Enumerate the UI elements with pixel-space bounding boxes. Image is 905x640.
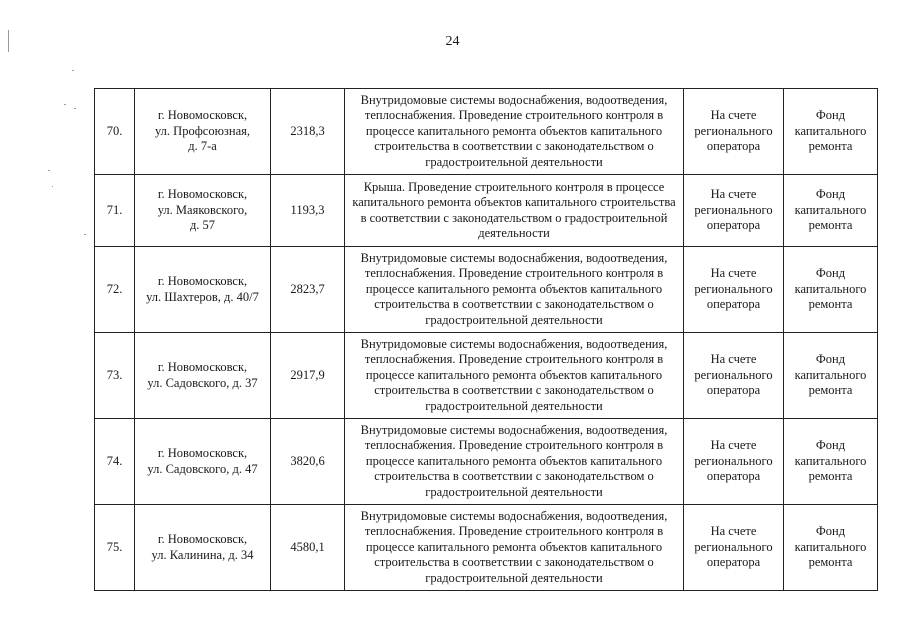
area-cell: 2917,9 (271, 333, 345, 419)
work-line: градостроительной деятельности (425, 154, 603, 169)
work-line: процессе капитального ремонта объектов капитального (365, 123, 663, 138)
address-cell (135, 419, 271, 505)
work-line: процессе капитального ремонта объектов капитального (365, 539, 663, 554)
work-line: строительства в соответствии с законодательством о (374, 469, 654, 484)
work-line: строительства в соответствии с законодательством о (374, 383, 654, 398)
work-line: теплоснабжения. Проведение строительного контроля в (364, 352, 664, 367)
scan-margin-dot (72, 70, 74, 71)
work-line: строительства в соответствии с законодательством о (374, 297, 654, 312)
address-cell (135, 333, 271, 419)
work-line: Внутридомовые системы водоснабжения, водоотведения, (360, 336, 668, 351)
address-line: ул. Садовского, д. 47 (147, 461, 258, 476)
work-line: процессе капитального ремонта объектов капитального (365, 367, 663, 382)
row-number: 75. (95, 505, 135, 591)
work-line: градостроительной деятельности (425, 484, 603, 499)
work-line: в соответствии с законодательством о градостроительной (360, 210, 668, 225)
repair-objects-table (94, 88, 878, 591)
funding-account-line: регионального (694, 453, 773, 468)
scan-margin-dot (48, 170, 50, 171)
fund-cell (784, 175, 878, 247)
funding-account-line: На счете (710, 187, 757, 202)
fund-cell (784, 505, 878, 591)
table-body (95, 89, 878, 591)
table-row (95, 247, 878, 333)
work-line: строительства в соответствии с законодательством о (374, 555, 654, 570)
work-line: деятельности (478, 226, 550, 240)
scan-margin-dot (52, 186, 53, 187)
table-row (95, 175, 878, 247)
fund-cell (784, 89, 878, 175)
address-cell (135, 247, 271, 333)
row-number: 70. (95, 89, 135, 175)
funding-account-line: регионального (694, 367, 773, 382)
funding-account-line: оператора (706, 469, 761, 484)
funding-account-line: регионального (694, 539, 773, 554)
funding-account-line: На счете (710, 266, 757, 281)
funding-account-cell (684, 175, 784, 247)
work-line: градостроительной деятельности (425, 398, 603, 413)
address-line: ул. Маяковского, (157, 202, 248, 217)
work-line: процессе капитального ремонта объектов капитального (365, 453, 663, 468)
table-row (95, 89, 878, 175)
work-description-cell (345, 419, 684, 505)
area-cell: 3820,6 (271, 419, 345, 505)
table-row (95, 333, 878, 419)
fund-cell (784, 333, 878, 419)
address-cell (135, 89, 271, 175)
fund-line: Фонд (815, 108, 846, 123)
row-number: 71. (95, 175, 135, 247)
funding-account-cell (684, 247, 784, 333)
address-line: г. Новомосковск, (157, 108, 248, 123)
work-line: Внутридомовые системы водоснабжения, водоотведения, (360, 422, 668, 437)
row-number: 73. (95, 333, 135, 419)
funding-account-cell (684, 333, 784, 419)
fund-line: капитального (794, 123, 867, 138)
funding-account-cell (684, 419, 784, 505)
work-line: градостроительной деятельности (425, 570, 603, 585)
work-line: строительства в соответствии с законодательством о (374, 139, 654, 154)
address-line: г. Новомосковск, (157, 446, 248, 460)
scan-margin-dot (74, 108, 76, 109)
work-line: теплоснабжения. Проведение строительного контроля в (364, 438, 664, 453)
funding-account-line: оператора (706, 297, 761, 312)
scan-margin-dot (64, 104, 66, 105)
address-line: г. Новомосковск, (157, 532, 248, 546)
funding-account-line: оператора (706, 218, 761, 233)
funding-account-line: регионального (694, 281, 773, 296)
work-description-cell (345, 505, 684, 591)
address-line: г. Новомосковск, (157, 274, 248, 288)
funding-account-cell (684, 89, 784, 175)
scan-margin-dot (84, 234, 86, 235)
work-line: Внутридомовые системы водоснабжения, водоотведения, (360, 92, 668, 107)
fund-line: капитального (794, 367, 867, 382)
address-line: ул. Профсоюзная, (154, 123, 250, 138)
page-number: 24 (445, 34, 460, 49)
area-cell: 2318,3 (271, 89, 345, 175)
funding-account-line: оператора (706, 383, 761, 398)
fund-line: ремонта (808, 218, 853, 233)
work-line: теплоснабжения. Проведение строительного контроля в (364, 524, 664, 539)
fund-cell (784, 419, 878, 505)
fund-line: ремонта (808, 297, 853, 312)
work-line: градостроительной деятельности (425, 312, 603, 327)
fund-line: Фонд (815, 352, 846, 367)
funding-account-line: На счете (710, 352, 757, 367)
address-line: г. Новомосковск, (157, 187, 248, 202)
address-cell (135, 505, 271, 591)
work-description-cell (345, 89, 684, 175)
funding-account-line: регионального (694, 202, 773, 217)
table-row (95, 419, 878, 505)
funding-account-cell (684, 505, 784, 591)
funding-account-line: оператора (706, 139, 761, 154)
work-line: капитального ремонта объектов капитального строительства (352, 195, 676, 209)
fund-line: капитального (794, 202, 867, 217)
fund-line: Фонд (815, 266, 846, 281)
funding-account-line: На счете (710, 108, 757, 123)
fund-line: капитального (794, 539, 867, 554)
fund-line: ремонта (808, 139, 853, 154)
fund-line: капитального (794, 453, 867, 468)
funding-account-line: На счете (710, 438, 757, 453)
row-number: 74. (95, 419, 135, 505)
work-description-cell (345, 247, 684, 333)
area-cell: 1193,3 (271, 175, 345, 247)
work-description-cell (345, 333, 684, 419)
scan-margin-line (8, 30, 9, 52)
work-line: теплоснабжения. Проведение строительного контроля в (364, 108, 664, 123)
address-line: г. Новомосковск, (157, 360, 248, 374)
address-cell (135, 175, 271, 247)
address-line: д. 7-а (188, 139, 217, 154)
work-line: процессе капитального ремонта объектов капитального (365, 281, 663, 296)
address-line: ул. Шахтеров, д. 40/7 (146, 289, 259, 304)
fund-line: капитального (794, 281, 867, 296)
work-description-cell (345, 175, 684, 247)
fund-line: ремонта (808, 555, 853, 570)
row-number: 72. (95, 247, 135, 333)
funding-account-line: регионального (694, 123, 773, 138)
area-cell: 2823,7 (271, 247, 345, 333)
address-line: ул. Калинина, д. 34 (151, 547, 254, 562)
fund-line: ремонта (808, 469, 853, 484)
fund-line: Фонд (815, 524, 846, 539)
work-line: Внутридомовые системы водоснабжения, водоотведения, (360, 508, 668, 523)
work-line: Внутридомовые системы водоснабжения, водоотведения, (360, 250, 668, 265)
table-row (95, 505, 878, 591)
address-line: д. 57 (189, 218, 216, 233)
area-cell: 4580,1 (271, 505, 345, 591)
work-line: Крыша. Проведение строительного контроля в процессе (363, 179, 665, 194)
funding-account-line: оператора (706, 555, 761, 570)
fund-line: Фонд (815, 187, 846, 202)
fund-line: ремонта (808, 383, 853, 398)
fund-cell (784, 247, 878, 333)
work-line: теплоснабжения. Проведение строительного контроля в (364, 266, 664, 281)
fund-line: Фонд (815, 438, 846, 453)
funding-account-line: На счете (710, 524, 757, 539)
address-line: ул. Садовского, д. 37 (147, 375, 258, 390)
